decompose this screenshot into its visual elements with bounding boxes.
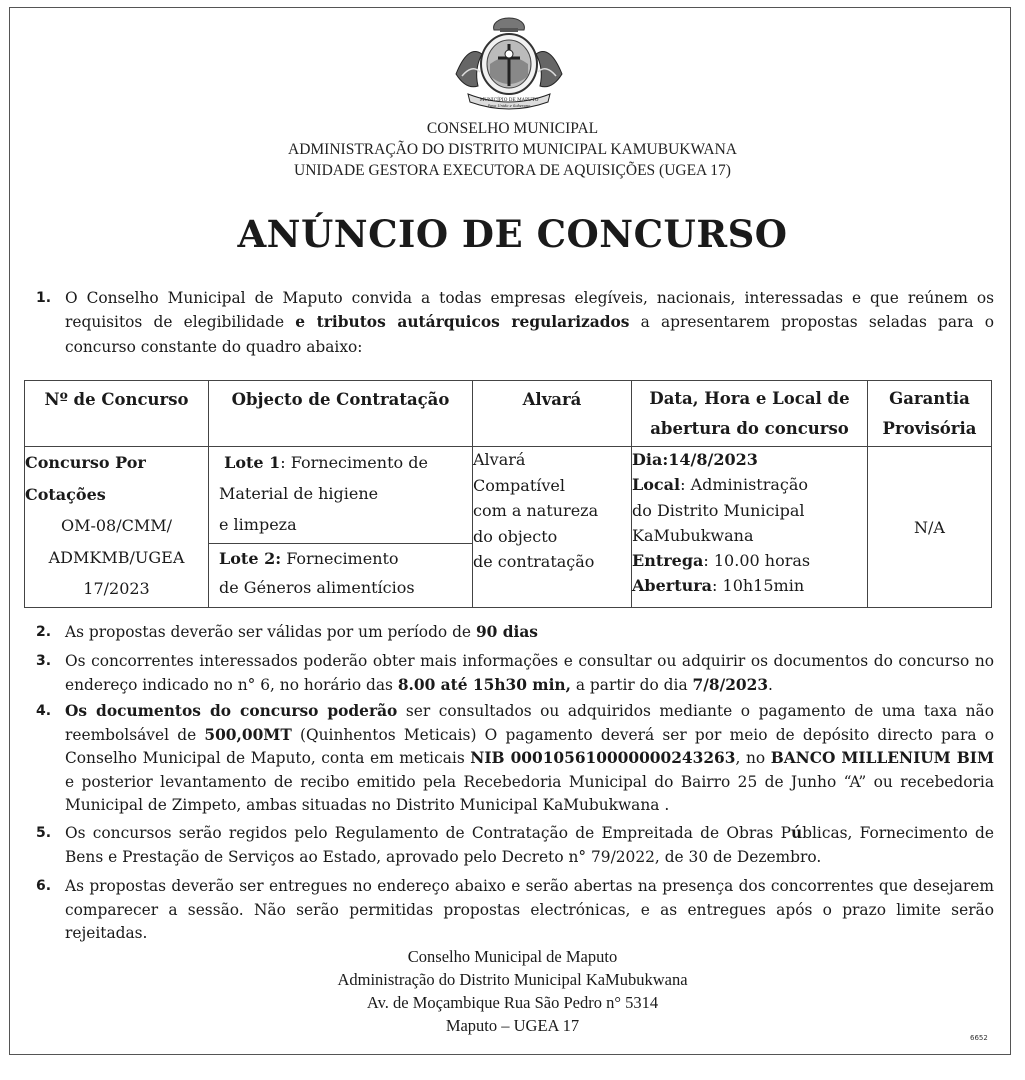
logo-ring-text: MUNICÍPIO DE MAPUTO <box>479 98 539 103</box>
header-line-1: CONSELHO MUNICIPAL <box>426 120 599 137</box>
col-header-garantia: Garantia Provisória <box>868 381 992 447</box>
cell-concurso: Concurso Por Cotações OM-08/CMM/ ADMKMB/UGEA 17/2023 <box>25 447 209 608</box>
table-row <box>25 447 992 544</box>
cell-garantia: N/A <box>868 447 992 608</box>
paragraph-2: 2. As propostas deverão ser válidas por um período de 90 dias <box>36 620 994 644</box>
notice-title: ANÚNCIO DE CONCURSO <box>237 212 788 256</box>
footer-line: Administração do Distrito Municipal KaMubukwana <box>337 970 688 989</box>
col-header-concurso: Nº de Concurso <box>25 381 209 447</box>
cell-alvara: Alvará Compatível com a natureza do objecto de contratação <box>473 447 632 608</box>
cell-lote-1: Lote 1: Fornecimento de Material de higiene e limpeza <box>209 447 473 544</box>
p1-text-c: a apresentarem propostas seladas para o concurso constante do quadro abaixo: <box>65 313 995 356</box>
tender-table <box>24 380 992 608</box>
maputo-coat-of-arms-logo <box>448 14 570 114</box>
footer-line: Maputo – UGEA 17 <box>445 1016 580 1035</box>
footer-line: Conselho Municipal de Maputo <box>407 947 618 966</box>
table-header-row <box>25 381 992 447</box>
paragraph-number: 6. <box>36 878 52 894</box>
col-header-alvara: Alvará <box>473 381 632 447</box>
paragraph-5: 5. Os concursos serão regidos pelo Regulamento de Contratação de Empreitada de Obras Públicas, Fornecimento de Bens e Prestação de Serviços ao Estado, aprovado pelo Decreto n° 79/2022, de 30 de Dezembro. <box>36 824 994 866</box>
paragraph-number: 2. <box>36 624 52 640</box>
footer-line: Av. de Moçambique Rua São Pedro n° 5314 <box>366 993 659 1012</box>
cell-lote-2: Lote 2: Fornecimento de Géneros alimentícios <box>209 544 473 608</box>
paragraph-number: 5. <box>36 825 52 841</box>
col-header-data: Data, Hora e Local de abertura do concurso <box>632 381 868 447</box>
paragraph-number: 1. <box>36 290 52 306</box>
p1-text-a: O Conselho Municipal de Maputo convida a todas empresas elegíveis, nacionais, interessadas e que reúnem os requisitos de elegibilidade <box>65 289 994 332</box>
cell-data-local: Dia:14/8/2023 Local: Administração do Distrito Municipal KaMubukwana Entrega: 10.00 horas Abertura: 10h15min <box>632 447 868 608</box>
logo-motto: Povo Unido e Soberano <box>487 104 531 108</box>
ad-code: 6652 <box>970 1034 988 1042</box>
footer-address <box>0 945 1025 1037</box>
paragraph-3: 3. Os concorrentes interessados poderão obter mais informações e consultar ou adquirir os documentos do concurso no endereço indicado no n° 6, no horário das 8.00 até 15h30 min, a partir do dia 7/8/2023. <box>36 652 994 694</box>
paragraph-number: 4. <box>36 703 52 719</box>
header-line-2: ADMINISTRAÇÃO DO DISTRITO MUNICIPAL KAMUBUKWANA <box>288 141 737 158</box>
paragraph-number: 3. <box>36 653 52 669</box>
p1-text-bold: e tributos autárquicos regularizados <box>295 313 630 332</box>
paragraph-4: 4. Os documentos do concurso poderão ser consultados ou adquiridos mediante o pagamento de uma taxa não reembolsável de 500,00MT (Quinhentos Meticais) O pagamento deverá ser por meio de depósito directo para o Conselho Municipal de Maputo, conta em meticais NIB 000105610000000243263, no BANCO MILLENIUM BIM e posterior levantamento de recibo emitido pela Recebedoria Municipal do Bairro 25 de Junho “A” ou recebedoria Municipal de Zimpeto, ambas situadas no Distrito Municipal KaMubukwana . <box>36 702 994 814</box>
paragraph-1 <box>36 286 994 359</box>
paragraph-6: 6. As propostas deverão ser entregues no endereço abaixo e serão abertas na presença dos concorrentes que desejarem comparecer a sessão. Não serão permitidas propostas electrónicas, e as entregues após o prazo limite serão rejeitadas. <box>36 877 994 942</box>
col-header-objecto: Objecto de Contratação <box>209 381 473 447</box>
header-line-3: UNIDADE GESTORA EXECUTORA DE AQUISIÇÕES (UGEA 17) <box>294 162 731 179</box>
